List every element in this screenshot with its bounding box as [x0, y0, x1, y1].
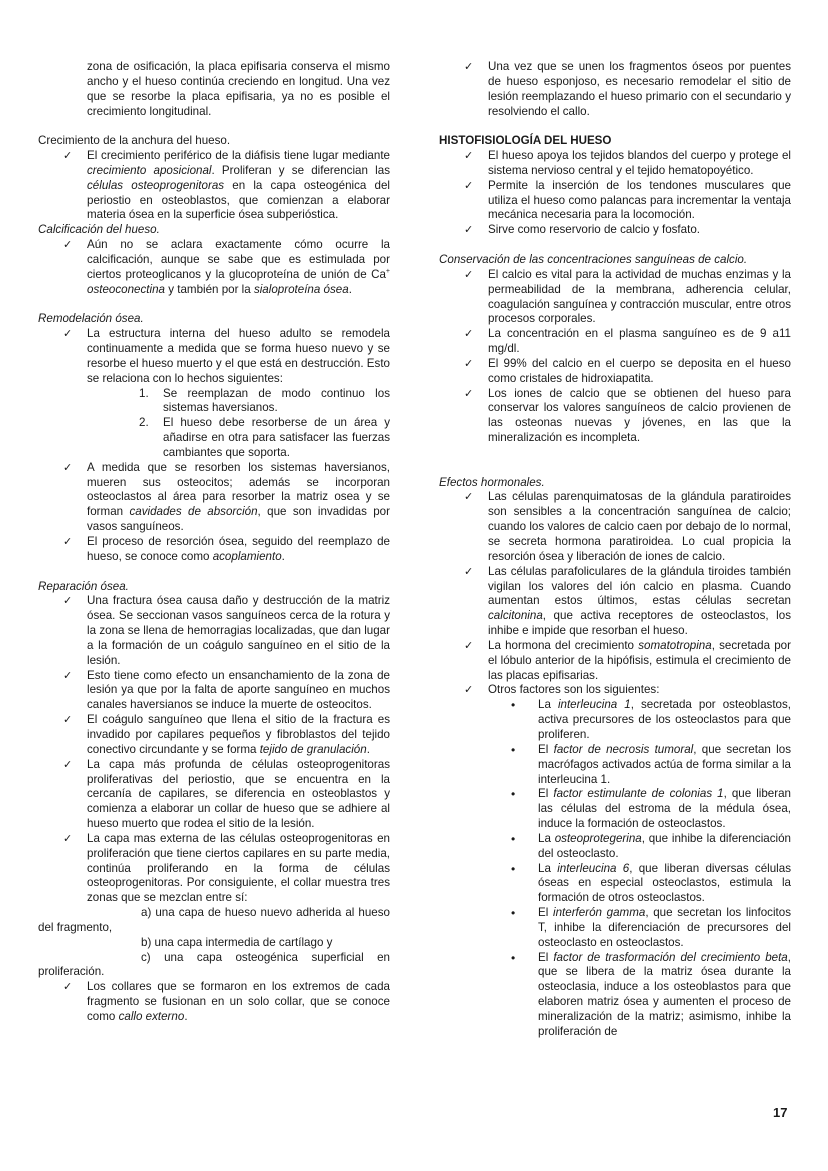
bullet-item — [511, 698, 792, 743]
check-list-item — [464, 267, 791, 327]
emphasized-term: interleucina 1 — [557, 698, 631, 712]
checkmark-icon: ✓ — [63, 595, 73, 608]
text-run: a) una capa de hueso nuevo adherida al hueso del fragmento, — [38, 906, 390, 934]
text-run: Conservación de las concentraciones sanguíneas de calcio. — [439, 252, 748, 266]
check-list-item — [63, 757, 390, 832]
bullet-icon: • — [511, 861, 516, 876]
text-run: Las células parenquimatosas de la glándula paratiroides son sensibles a la concentración sanguínea de calcio; cuando los valores de calcio caen por debajo de lo normal, se secreta hormona paratiroidea. Lo cual propicia la resorción ósea y liberación de iones de calcio. — [488, 490, 791, 563]
text-run: . — [348, 282, 352, 296]
emphasized-term: calcitonina — [488, 609, 543, 623]
checkmark-icon: ✓ — [63, 328, 73, 341]
text-run: Permite la inserción de los tendones musculares que utiliza el hueso como palancas para incrementar la ventaja mecánica necesaria para la locomoción. — [488, 178, 791, 222]
text-run: y también por la — [165, 282, 254, 296]
text-run: Calcificación del hueso. — [38, 223, 160, 237]
check-list-item — [63, 713, 390, 758]
section-heading — [439, 134, 791, 149]
numbered-item — [139, 386, 390, 417]
check-list-item — [63, 535, 390, 565]
check-list-item — [464, 490, 791, 564]
spacer — [439, 238, 791, 253]
emphasized-term: callo externo — [118, 1010, 185, 1023]
paragraph-continuation — [87, 60, 390, 119]
text-run: , que secretan los macrófagos activados actúa de forma similar a la interleucina 1. — [538, 742, 791, 786]
text-run: , que liberan las células del estroma de la médula ósea, induce la formación de osteoclastos. — [538, 787, 792, 831]
text-run: Efectos hormonales. — [439, 475, 545, 489]
emphasized-term: osteoprotegerina — [554, 831, 642, 845]
numbered-item — [139, 416, 390, 461]
text-run: Aún no se aclara exactamente cómo ocurre la calcificación, aunque se sabe que es estimulada por ciertos proteoglicanos y la glucoproteína de unión de Ca — [87, 238, 390, 281]
section-heading — [38, 134, 390, 149]
check-list-item — [464, 178, 791, 224]
emphasized-term: somatotropina — [638, 638, 712, 652]
text-run: HISTOFISIOLOGÍA DEL HUESO — [439, 134, 612, 148]
section-heading — [439, 476, 791, 491]
spacer — [439, 446, 791, 461]
text-run: El proceso de resorción ósea, seguido del reemplazo de hueso, se conoce como — [87, 535, 390, 563]
text-run: c) una capa osteogénica superficial en proliferación. — [38, 950, 390, 979]
section-heading — [38, 580, 390, 595]
right-column — [439, 60, 791, 1040]
bullet-item — [511, 742, 791, 788]
bullet-item — [511, 831, 791, 862]
text-run: Los collares que se formaron en los extremos de cada fragmento se fusionan en un solo collar, que se conoce como — [87, 980, 390, 1023]
spacer — [439, 119, 791, 134]
check-list-item — [63, 238, 390, 297]
text-run: , que son invadidas por vasos sanguíneos. — [87, 505, 390, 534]
bullet-icon: • — [511, 950, 516, 965]
emphasized-term: interleucina 6 — [557, 861, 630, 875]
text-run: , que secretan los linfocitos T, inhibe la diferenciación de precursores del osteoclasto en osteoclastos. — [538, 906, 792, 949]
checkmark-icon: ✓ — [464, 224, 474, 237]
text-run: El — [538, 906, 553, 920]
text-run: La — [538, 698, 558, 712]
checkmark-icon: ✓ — [63, 150, 73, 163]
checkmark-icon: ✓ — [63, 714, 73, 727]
item-number: 2. — [139, 416, 149, 430]
text-run: . — [366, 742, 370, 756]
text-run: A medida que se resorben los sistemas haversianos, mueren sus osteocitos; además se incorporan osteoclastos al área para resorber la matriz osea y se forman — [87, 460, 390, 519]
bullet-item — [511, 787, 792, 832]
spacer — [38, 119, 390, 134]
checkmark-icon: ✓ — [464, 179, 474, 192]
emphasized-term: factor estimulante de colonias 1 — [553, 787, 724, 801]
left-column — [38, 60, 390, 1025]
text-run: Se reemplazan de modo continuo los sistemas haversianos. — [163, 386, 390, 415]
check-list-item — [464, 683, 791, 698]
text-run: La — [538, 831, 555, 845]
bullet-icon: • — [511, 831, 516, 846]
bullet-icon: • — [511, 742, 516, 757]
lettered-item — [38, 906, 390, 936]
checkmark-icon: ✓ — [63, 981, 73, 994]
emphasized-term: tejido de granulación — [259, 742, 367, 756]
checkmark-icon: ✓ — [464, 639, 474, 652]
emphasized-term: crecimiento aposicional — [87, 163, 212, 177]
emphasized-term: cavidades de absorción — [129, 505, 258, 519]
checkmark-icon: ✓ — [464, 328, 474, 341]
text-run: El coágulo sanguíneo que llena el sitio de la fractura es invadido por capilares pequeños y fibroblastos del tejido conectivo circundante y se forma — [87, 713, 390, 756]
text-run: . — [281, 549, 285, 563]
check-list-item — [464, 60, 791, 119]
spacer — [38, 565, 390, 580]
checkmark-icon: ✓ — [63, 669, 73, 682]
text-run: La capa más profunda de células osteoprogenitoras proliferativas del periostio, que se encuentra en la cercanía de capilares, se diferencia en osteoblastos y comienza a elaborar un collar de hueso que se adhiere al hueso muerto que rodea el sitio de la lesión. — [87, 757, 390, 831]
text-run: Reparación ósea. — [38, 579, 129, 593]
emphasized-term: acoplamiento — [212, 549, 282, 563]
emphasized-term: factor de necrosis tumoral — [553, 742, 694, 756]
checkmark-icon: ✓ — [63, 461, 73, 474]
check-list-item — [63, 980, 390, 1025]
text-run: La concentración en el plasma sanguíneo es de 9 a11 mg/dl. — [488, 327, 791, 356]
check-list-item — [464, 223, 791, 238]
text-run: b) una capa intermedia de cartílago y — [141, 935, 333, 949]
text-run: , que se libera de la matriz ósea durante la osteoclasia, induce a los osteoblastos para que elaboren matriz ósea y aumenten el proceso de mineralización de la matriz; asimismo, inhibe la proliferación de — [538, 950, 791, 1038]
spacer — [38, 298, 390, 313]
checkmark-icon: ✓ — [464, 268, 474, 281]
bullet-item — [511, 950, 791, 1040]
checkmark-icon: ✓ — [464, 357, 474, 370]
text-run: . Proliferan y se diferencian las — [211, 163, 390, 177]
check-list-item — [464, 356, 791, 387]
text-run: El crecimiento periférico de la diáfisis tiene lugar mediante — [87, 149, 390, 163]
checkmark-icon: ✓ — [464, 150, 474, 163]
text-run: El hueso debe resorberse de un área y añadirse en otra para satisfacer las fuerzas cambiantes que soporta. — [163, 416, 390, 459]
emphasized-term: células osteoprogenitoras — [87, 178, 225, 192]
text-run: Las células parafoliculares de la glándula tiroides también vigilan los valores del ión calcio en plasma. Cuando aumentan estos últimos, estas células secretan — [488, 564, 791, 608]
checkmark-icon: ✓ — [464, 491, 474, 504]
text-run: Una vez que se unen los fragmentos óseos por puentes de hueso esponjoso, es necesario remodelar el sitio de lesión reemplazando el hueso primario con el secundario y resolviendo el callo. — [488, 60, 791, 118]
text-run: . — [184, 1010, 188, 1023]
emphasized-term: factor de trasformación del crecimiento beta — [553, 950, 788, 964]
check-list-item — [464, 564, 791, 639]
checkmark-icon: ✓ — [63, 832, 73, 845]
text-run: El hueso apoya los tejidos blandos del cuerpo y protege el sistema nervioso central y el tejido hematopoyético. — [488, 149, 791, 177]
text-run: Remodelación ósea. — [38, 312, 144, 326]
checkmark-icon: ✓ — [464, 684, 474, 697]
check-list-item — [63, 149, 390, 223]
text-run: Una fractura ósea causa daño y destrucción de la matriz ósea. Se seccionan vasos sanguíneos cerca de la rotura y la zona se llena de hemorragias localizadas, que dan lugar a la formación de un coágulo sanguíneo en el sitio de la lesión. — [87, 594, 390, 667]
text-run: , secretada por osteoblastos, activa precursores de los osteoclastos para que proliferen. — [538, 698, 792, 741]
check-list-item — [63, 668, 390, 714]
lettered-item — [38, 951, 390, 981]
check-list-item — [63, 460, 390, 535]
text-run: La estructura interna del hueso adulto se remodela continuamente a medida que se forma hueso nuevo y se resorbe el hueso muerto y el que está en destrucción. Esto se relaciona con lo hechos siguientes: — [87, 327, 390, 385]
spacer — [439, 461, 791, 476]
bullet-item — [511, 906, 792, 951]
bullet-icon: • — [511, 698, 516, 713]
bullet-icon: • — [511, 906, 516, 921]
text-run: El calcio es vital para la actividad de muchas enzimas y la permeabilidad de la membrana, adherencia celular, coagulación sanguínea y contracción muscular, entre otros procesos corporales. — [488, 267, 791, 326]
check-list-item — [464, 149, 791, 179]
check-list-item — [464, 386, 791, 446]
text-run: Crecimiento de la anchura del hueso. — [38, 134, 231, 148]
section-heading — [38, 223, 390, 238]
text-run: La — [538, 861, 558, 875]
check-list-item — [63, 327, 390, 386]
text-run: Otros factores son los siguientes: — [488, 683, 660, 697]
text-run: Los iones de calcio que se obtienen del hueso para conservar los valores sanguíneos de calcio provienen de las osteonas nuevas y jóvenes, en las que la mineralización es incompleta. — [488, 386, 791, 445]
emphasized-term: interferón gamma — [553, 906, 646, 920]
checkmark-icon: ✓ — [63, 536, 73, 548]
text-run: zona de osificación, la placa epifisaria conserva el mismo ancho y el hueso continúa creciendo en longitud. Una vez que se resorbe la placa epifisaria, ya no es posible el crecimiento longitudinal. — [87, 60, 390, 118]
text-run: , secretada por el lóbulo anterior de la hipófisis, estimula el crecimiento de las placas epifisarias. — [488, 638, 791, 682]
text-run: Esto tiene como efecto un ensanchamiento de la zona de lesión ya que por la falta de aporte sanguíneo en muchos canales haversianos se induce la muerte de osteocitos. — [87, 668, 390, 712]
emphasized-term: osteoconectina — [87, 282, 165, 296]
text-run: Sirve como reservorio de calcio y fosfato. — [488, 223, 700, 237]
check-list-item — [464, 327, 791, 357]
page-number: 17 — [773, 1105, 788, 1120]
text-run: en la capa osteogénica del periostio en osteoblastos, que comienzan a elaborar materia ósea en la superficie ósea subperióstica. — [87, 178, 390, 222]
section-heading — [38, 312, 390, 327]
checkmark-icon: ✓ — [63, 758, 73, 771]
checkmark-icon: ✓ — [464, 565, 474, 578]
text-run: , que inhibe la diferenciación del osteoclasto. — [538, 831, 791, 860]
section-heading — [439, 253, 791, 268]
text-run: El — [538, 950, 554, 964]
lettered-item — [38, 936, 390, 951]
emphasized-term: sialoproteína ósea — [253, 282, 349, 296]
item-number: 1. — [139, 386, 149, 400]
text-run: El 99% del calcio en el cuerpo se deposita en el hueso como cristales de hidroxiapatita. — [488, 356, 791, 385]
check-list-item — [63, 594, 390, 668]
text-run: , que activa receptores de osteoclastos, los inhibe e impide que resorban el hueso. — [488, 609, 791, 638]
check-list-item — [63, 831, 390, 906]
text-run: El — [538, 742, 554, 756]
text-run: La capa mas externa de las células osteoprogenitoras en proliferación que tiene ciertos capilares en su parte media, continúa proliferando en la forma de células osteoprogenitoras. Por consiguiente, el collar muestra tres zonas que se mezclan entre sí: — [87, 831, 390, 905]
checkmark-icon: ✓ — [464, 387, 474, 400]
check-list-item — [464, 638, 791, 684]
text-run: , que liberan diversas células óseas en especial osteoclastos, estimula la formación de otros osteoclastos. — [538, 861, 791, 905]
text-run: + — [385, 267, 390, 275]
text-run: La hormona del crecimiento — [488, 638, 639, 652]
bullet-icon: • — [511, 787, 516, 802]
text-run: El — [538, 787, 554, 801]
bullet-item — [511, 861, 791, 907]
checkmark-icon: ✓ — [63, 239, 73, 252]
checkmark-icon: ✓ — [464, 61, 474, 73]
